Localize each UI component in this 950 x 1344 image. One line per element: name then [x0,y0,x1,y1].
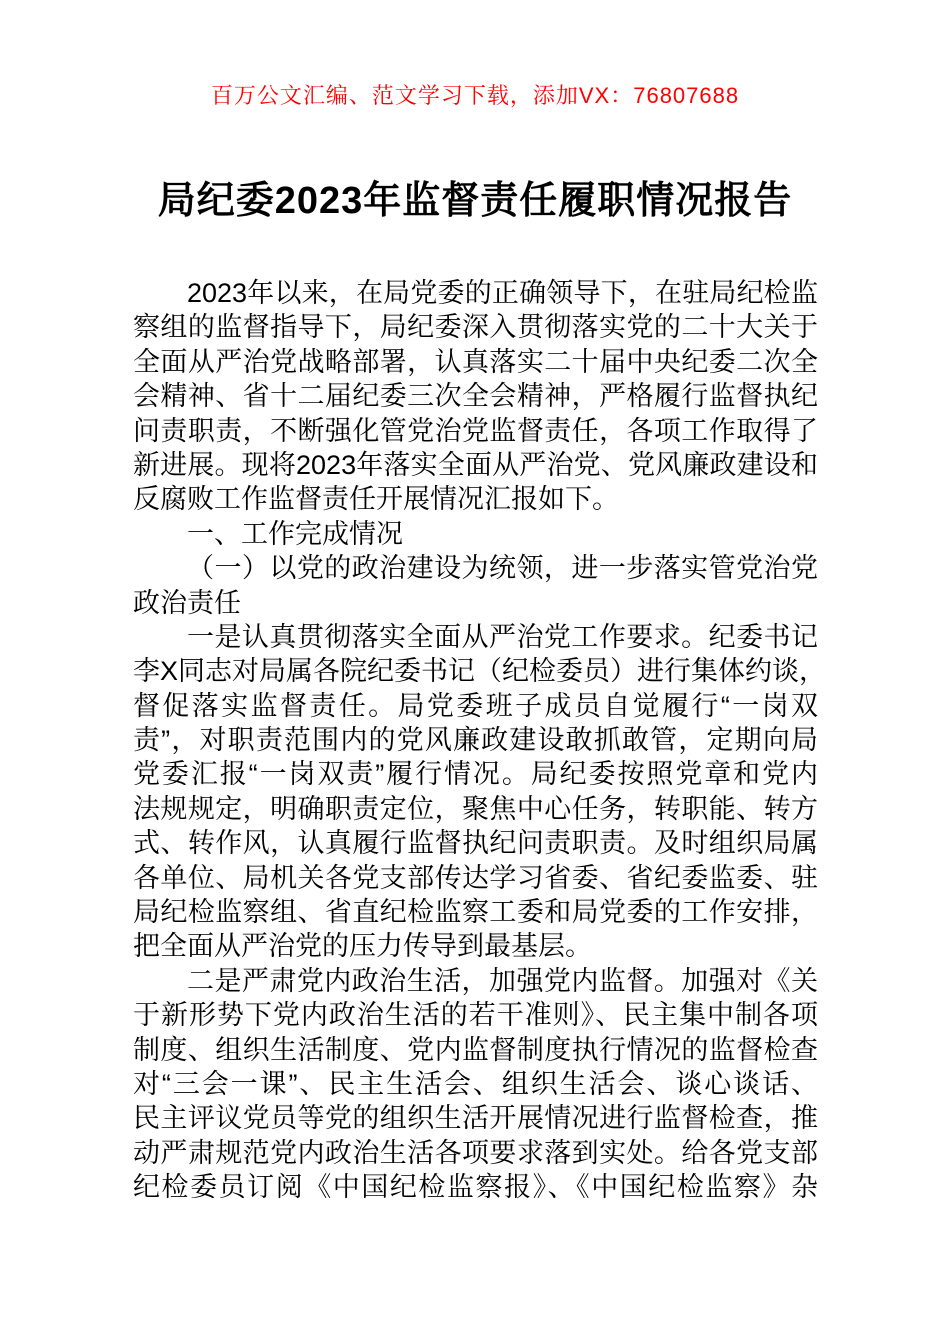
document-line: 各单位、局机关各党支部传达学习省委、省纪委监委、驻 [133,862,818,893]
promo-header-text: 百万公文汇编、范文学习下载，添加VX：76807688 [210,83,740,108]
document-line: 反腐败工作监督责任开展情况汇报如下。 [133,484,619,515]
document-line: 局纪检监察组、省直纪检监察工委和局党委的工作安排， [133,897,818,928]
document-line: 把全面从严治党的压力传导到最基层。 [133,931,592,962]
paragraph-point-two [133,964,818,1205]
paragraph-subsection-heading [133,551,818,620]
document-line: 政治责任 [133,587,241,618]
document-line: 于新形势下党内政治生活的若干准则》、民主集中制各项 [133,1000,818,1031]
paragraph-intro [133,276,818,517]
document-line: 新进展。现将2023年落实全面从严治党、党风廉政建设和 [133,449,818,480]
document-title: 局纪委2023年监督责任履职情况报告 [157,180,793,222]
document-line: 制度、组织生活制度、党内监督制度执行情况的监督检查 [133,1034,818,1065]
document-line: 问责职责，不断强化管党治党监督责任，各项工作取得了 [133,415,818,446]
document-line: 责”，对职责范围内的党风廉政建设敢抓敢管，定期向局 [133,725,818,756]
document-line: 民主评议党员等党的组织生活开展情况进行监督检查，推 [133,1103,818,1134]
document-line: （一）以党的政治建设为统领，进一步落实管党治党 [187,553,818,584]
document-line: 法规规定，明确职责定位，聚焦中心任务，转职能、转方 [133,793,818,824]
paragraph-point-one [133,620,827,964]
document-line: 一是认真贯彻落实全面从严治党工作要求。纪委书记 [187,621,818,652]
document-line: 察组的监督指导下，局纪委深入贯彻落实党的二十大关于 [133,312,818,343]
document-line: 对“三会一课”、民主生活会、组织生活会、谈心谈话、 [133,1068,818,1099]
document-line: 会精神、省十二届纪委三次全会精神，严格履行监督执纪 [133,381,818,412]
document-line: 全面从严治党战略部署，认真落实二十届中央纪委二次全 [133,346,818,377]
document-line: 纪检委员订阅《中国纪检监察报》、《中国纪检监察》杂 [133,1172,818,1203]
document-line: 动严肃规范党内政治生活各项要求落到实处。给各党支部 [133,1137,818,1168]
document-line: 2023年以来，在局党委的正确领导下，在驻局纪检监 [187,278,818,308]
paragraph-section-heading [133,517,818,551]
document-line: 党委汇报“一岗双责”履行情况。局纪委按照党章和党内 [133,759,818,790]
document-line: 二是严肃党内政治生活，加强党内监督。加强对《关 [187,965,818,996]
document-line: 督促落实监督责任。局党委班子成员自觉履行“一岗双 [133,690,818,721]
document-body [133,276,827,1205]
document-line: 式、转作风，认真履行监督执纪问责职责。及时组织局属 [133,828,818,859]
document-line: 李X同志对局属各院纪委书记（纪检委员）进行集体约谈， [133,656,827,687]
document-line: 一、工作完成情况 [187,518,403,549]
